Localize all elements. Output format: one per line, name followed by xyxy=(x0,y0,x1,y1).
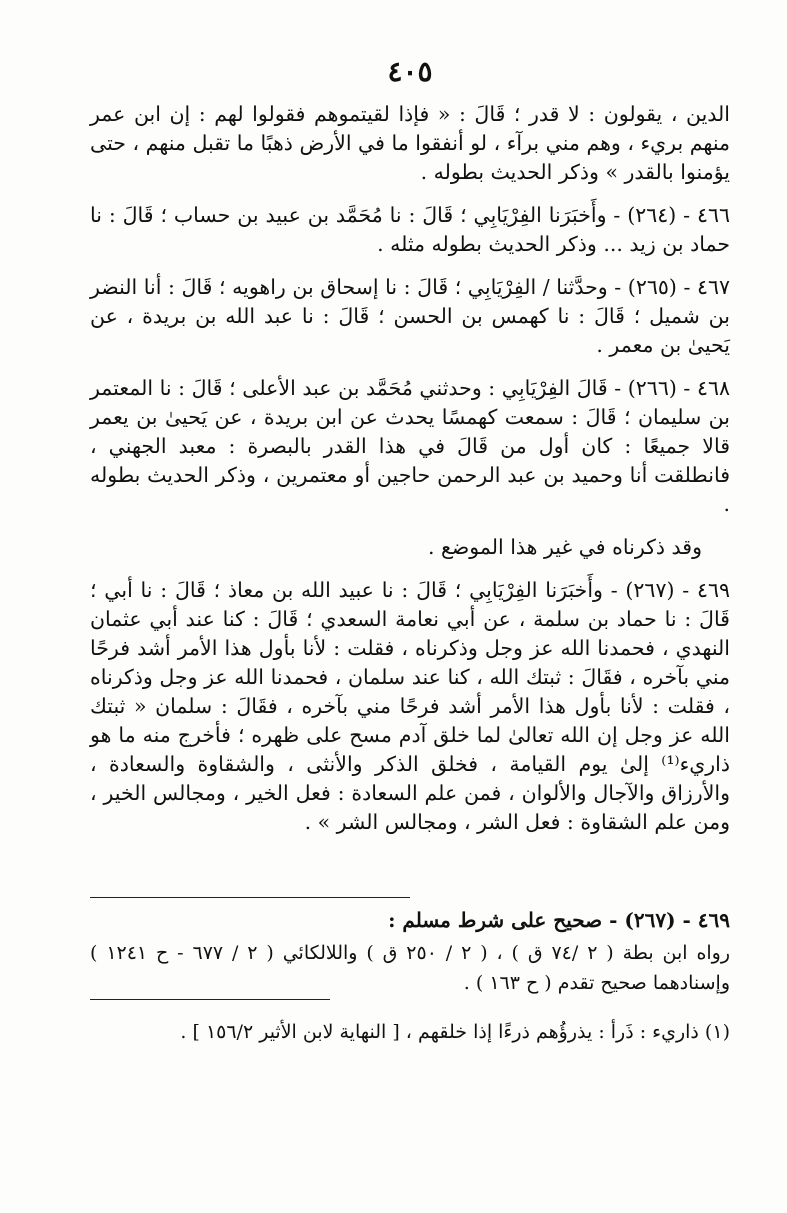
footnote-heading: ٤٦٩ - (٢٦٧) - صحيح على شرط مسلم : xyxy=(388,908,730,932)
hadith-468: ٤٦٨ - (٢٦٦) - قَالَ الفِرْيَابِي : وحدثني مُحَمَّد بن عبد الأعلى ؛ قَالَ : نا المعتمر بن سليمان ؛ قَالَ : سمعت كهمسًا يحدث عن ابن بريدة ، عن يَحيىٰ بن يعمر قالا جميعًا : كان أول من قَالَ في هذا القدر بالبصرة : معبد الجهني ، فانطلقت أنا وحميد بن عبد الرحمن حاجين أو معتمرين ، وذكر الحديث بطوله . xyxy=(90,376,730,516)
document-page xyxy=(90,55,730,1155)
hadith-467: ٤٦٧ - (٢٦٥) - وحدَّثنا / الفِرْيَابِي ؛ قَالَ : نا إسحاق بن راهويه ؛ قَالَ : أنا النضر بن شميل ؛ قَالَ : نا كهمس بن الحسن ؛ قَالَ : نا عبد الله بن بريدة ، عن يَحيىٰ بن معمر . xyxy=(90,275,730,357)
footnote-divider-2 xyxy=(90,999,330,1000)
footnote-divider xyxy=(90,897,410,898)
hadith-469: ٤٦٩ - (٢٦٧) - وأَخبَرَنا الفِرْيَابِي ؛ قَالَ : نا عبيد الله بن معاذ ؛ قَالَ : نا أبي ؛ قَالَ : نا حماد بن سلمة ، عن أبي نعامة السعدي ؛ قَالَ : كنا عند أبي عثمان النهدي ، فحمدنا الله عز وجل وذكرناه ، فقلت : لأنا بأول هذا الأمر أشد فرحًا مني بآخره ، فقَالَ : ثبتك الله ، كنا عند سلمان ، فحمدنا الله عز وجل وذكرناه ، فقلت : لأنا بأول هذا الأمر أشد فرحًا مني بآخره ، فقَالَ : سلمان « ثبتك الله عز وجل إن الله تعالىٰ لما خلق آدم مسح على ظهره ؛ فأخرج منه ما هو ذاريء⁽¹⁾ إلىٰ يوم القيامة ، فخلق الذكر والأنثى ، والشقاوة والسعادة ، والأرزاق والآجال والألوان ، فمن علم السعادة : فعل الخير ، ومجالس الخير ، ومن علم الشقاوة : فعل الشر ، ومجالس الشر » . xyxy=(90,578,730,834)
note-paragraph: وقد ذكرناه في غير هذا الموضع . xyxy=(427,535,702,559)
footnote-1: (١) ذاريء : ذَرأ : يذرؤُهم ذرءًا إذا خلقهم ، [ النهاية لابن الأثير ١٥٦/٢ ] . xyxy=(180,1021,730,1043)
page-number: ٤٠٥ xyxy=(387,55,433,88)
paragraph-continuation: الدين ، يقولون : لا قدر ؛ قَالَ : « فإذا لقيتموهم فقولوا لهم : إن ابن عمر منهم بريء ، وهم مني برآء ، لو أنفقوا ما في الأرض ذهبًا ما تقبل منهم ، حتى يؤمنوا بالقدر » وذكر الحديث بطوله . xyxy=(90,102,730,184)
footnote-body: رواه ابن بطة ( ٢ /٧٤ ق ) ، ( ٢ / ٢٥٠ ق ) واللالكائي ( ٢ / ٦٧٧ - ح ١٢٤١ ) وإسنادهما صحيح تقدم ( ح ١٦٣ ) . xyxy=(90,942,731,994)
hadith-466: ٤٦٦ - (٢٦٤) - وأَخبَرَنا الفِرْيَابِي ؛ قَالَ : نا مُحَمَّد بن عبيد بن حساب ؛ قَالَ : نا حماد بن زيد ... وذكر الحديث بطوله مثله . xyxy=(90,203,731,256)
